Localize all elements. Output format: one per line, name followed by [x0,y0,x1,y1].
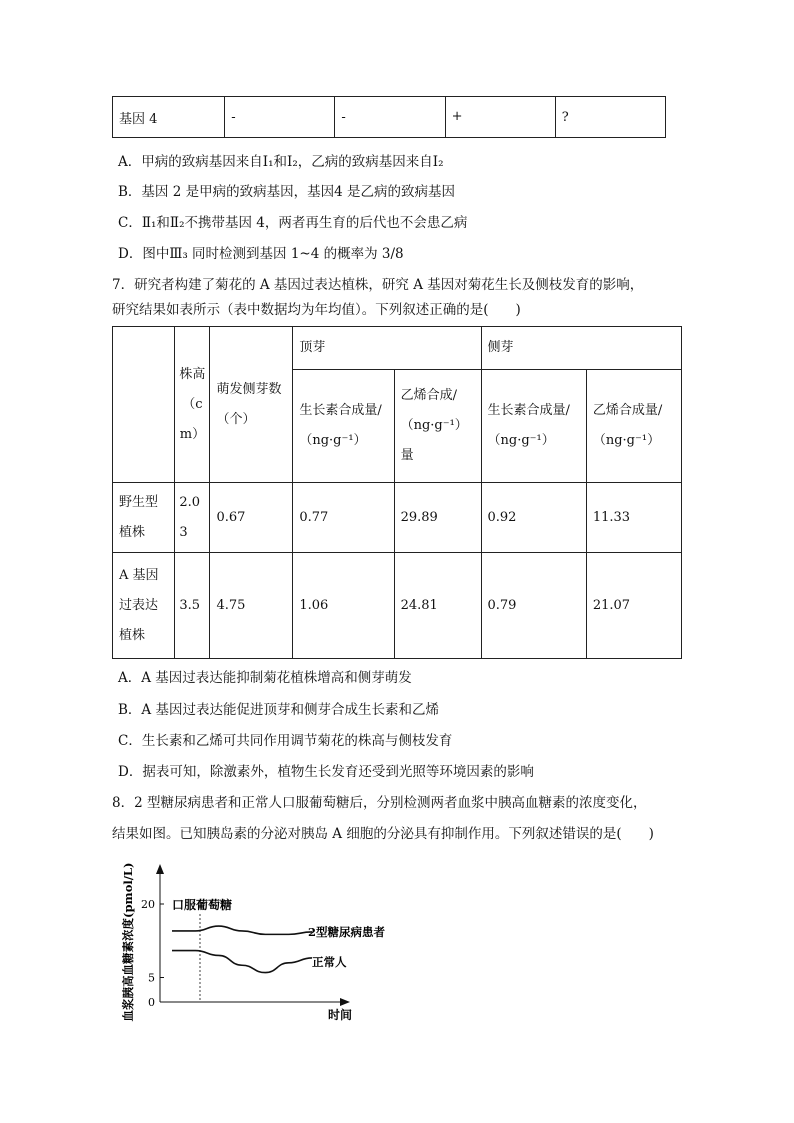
q6-option-a: A．甲病的致病基因来自Ⅰ₁和Ⅰ₂，乙病的致病基因来自Ⅰ₂ [118,154,444,170]
header-apical: 顶芽 [293,327,481,370]
cell-auxin-apical: 0.77 [293,483,394,553]
glucose-annotation: 口服葡萄糖 [172,898,233,912]
row-name: A 基因过表达植株 [113,553,175,659]
q7-option-d: D．据表可知，除激素外，植物生长发育还受到光照等环境因素的影响 [118,764,534,780]
x-axis-label: 时间 [327,1008,353,1022]
series-line-diabetic [172,926,312,934]
cell: + [445,97,555,138]
cell-ethylene-apical: 29.89 [394,483,481,553]
q7-option-c: C．生长素和乙烯可共同作用调节菊花的株高与侧枝发育 [118,733,453,749]
header-ethylene-apical: 乙烯合成/（ng·g⁻¹）量 [394,370,481,483]
q7-stem-line1: 7．研究者构建了菊花的 A 基因过表达植株，研究 A 基因对菊花生长及侧枝发育的影响， [112,277,644,293]
cell-ethylene-apical: 24.81 [394,553,481,659]
table-row [113,483,682,553]
corner-cell [113,327,175,483]
row-name: 野生型植株 [113,483,175,553]
cell-auxin-lateral: 0.92 [481,483,586,553]
cell-ethylene-lateral: 21.07 [586,553,681,659]
cell-auxin-lateral: 0.79 [481,553,586,659]
cell-height: 3.5 [175,553,210,659]
series-label-diabetic: 2型糖尿病患者 [308,925,386,939]
y-tick-label: 20 [141,898,155,911]
q6-option-b: B．基因 2 是甲病的致病基因，基因4 是乙病的致病基因 [118,184,455,200]
header-auxin-lateral: 生长素合成量/（ng·g⁻¹） [481,370,586,483]
cell: - [225,97,335,138]
header-lateral: 侧芽 [481,327,682,370]
q7-stem-line2: 研究结果如表所示（表中数据均为年均值）。下列叙述正确的是( ) [112,302,521,318]
header-buds: 萌发侧芽数（个） [210,327,293,483]
cell-buds: 0.67 [210,483,293,553]
q8-stem-line1: 8．2 型糖尿病患者和正常人口服葡萄糖后，分别检测两者血浆中胰高血糖素的浓度变化， [112,795,647,811]
q7-data-table [112,326,682,659]
series-label-normal: 正常人 [312,955,347,969]
x-axis-arrow [340,998,350,1006]
q7-option-a: A．A 基因过表达能抑制菊花植株增高和侧芽萌发 [118,670,412,686]
y-tick-label: 5 [148,971,155,985]
y-tick-label: 0 [148,996,155,1009]
cell-height: 2.03 [175,483,210,553]
cell-buds: 4.75 [210,553,293,659]
gene-label-cell: 基因 4 [113,97,225,138]
cell: - [335,97,445,138]
table-row [113,97,666,138]
glucagon-chart [112,860,412,1025]
q6-option-c: C．Ⅱ₁和Ⅱ₂不携带基因 4，两者再生育的后代也不会患乙病 [118,215,468,231]
cell-auxin-apical: 1.06 [293,553,394,659]
table-row [113,553,682,659]
q7-option-b: B．A 基因过表达能促进顶芽和侧芽合成生长素和乙烯 [118,702,439,718]
header-auxin-apical: 生长素合成量/（ng·g⁻¹） [293,370,394,483]
q6-option-d: D．图中Ⅲ₃ 同时检测到基因 1~4 的概率为 3/8 [118,246,404,262]
cell-ethylene-lateral: 11.33 [586,483,681,553]
header-height: 株高（cm） [175,327,210,483]
gene-table [112,96,666,138]
y-axis-label: 血浆胰高血糖素浓度(pmol/L) [121,862,135,1022]
y-axis-arrow [156,864,164,874]
q8-stem-line2: 结果如图。已知胰岛素的分泌对胰岛 A 细胞的分泌具有抑制作用。下列叙述错误的是( ) [112,826,654,842]
table-row [113,327,682,370]
series-line-normal [172,951,312,973]
header-ethylene-lateral: 乙烯合成量/（ng·g⁻¹） [586,370,681,483]
cell: ? [555,97,665,138]
